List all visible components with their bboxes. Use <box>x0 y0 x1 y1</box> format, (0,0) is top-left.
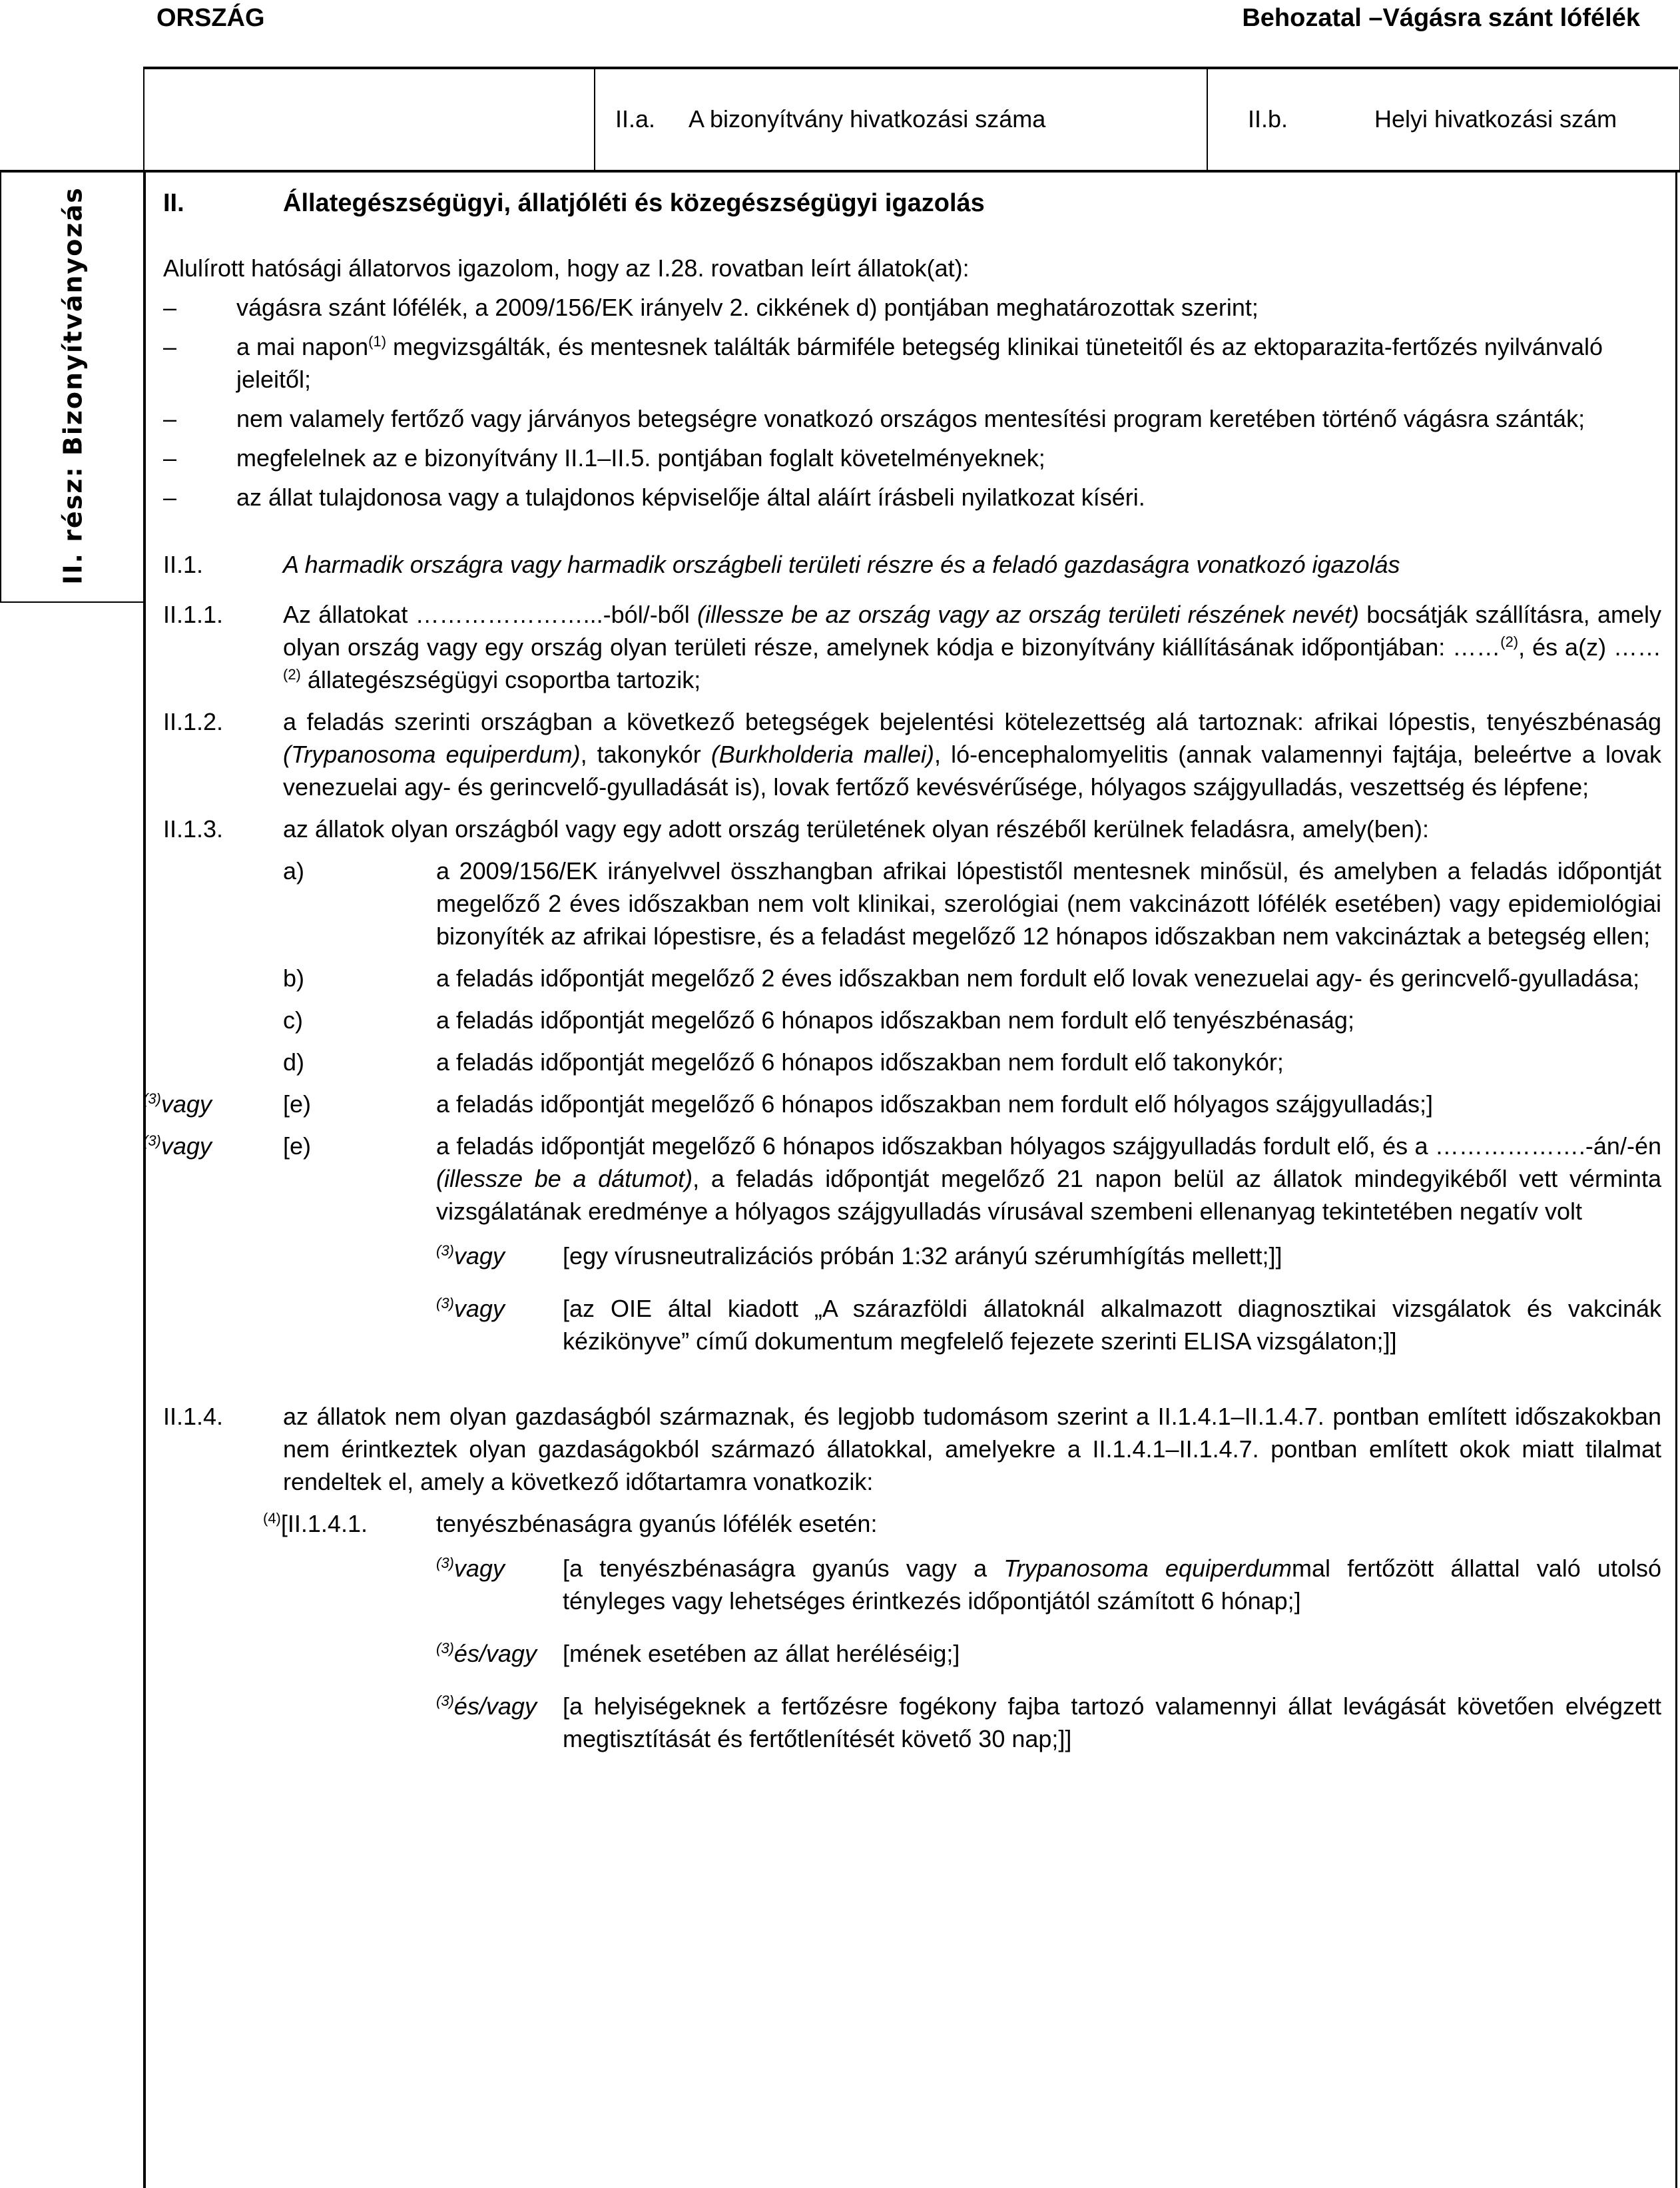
section-title: Állategészségügyi, állatjóléti és közegészségügyi igazolás <box>283 189 985 217</box>
footnote-ref: (3) <box>436 1640 454 1656</box>
frame-right-border <box>1675 170 1677 2188</box>
test-option-elisa: $^{(3)}$vagy [az OIE által kiadott „A szárazföldi állatoknál alkalmazott diagnosztikai vizsgálatok és vakcinák kézikönyve” című dokumentum megfelelő fejezete szerinti ELISA vizsgálaton;]] <box>436 1295 1661 1355</box>
document-title: Behozatal –Vágásra szánt lófélék <box>1242 4 1640 32</box>
certificate-reference-cell <box>594 69 1208 170</box>
local-reference-cell <box>1207 69 1680 170</box>
local-reference-label: Helyi hivatkozási szám <box>1374 105 1617 133</box>
footnote-ref: (1) <box>368 333 387 350</box>
period-option-suspect-contact: $^{(3)}$vagy [a tenyészbénaságra gyanús vagy a Trypanosoma equiperdummal fertőzött állattal való utolsó tényleges vagy lehetséges érintkezés időpontjától számított 6 hónap;] <box>436 1555 1661 1615</box>
local-reference-number: II.b. <box>1248 105 1288 133</box>
attestation-bullet: – megfelelnek az e bizonyítvány II.1–II.5. pontjában foglalt követelményeknek; <box>163 442 1661 474</box>
certificate-reference-number: II.a. <box>615 105 656 133</box>
sub-item-b: b) a feladás időpontját megelőző 2 éves időszakban nem fordult elő lovak venezuelai agy- és gerincvelő-gyulladása; <box>283 964 1640 992</box>
dash-marker: – <box>163 333 177 360</box>
dash-marker: – <box>163 294 177 321</box>
attestation-bullet: – az állat tulajdonosa vagy a tulajdonos képviselője által aláírt írásbeli nyilatkozat kíséri. <box>163 481 1661 514</box>
part-side-box <box>0 170 144 603</box>
footnote-ref: (2) <box>283 666 301 683</box>
section-heading <box>163 186 1661 220</box>
part-side-label: II. rész: Bizonyítványozás <box>58 186 87 585</box>
sub-item-e-option-2: $^{(3)}$vagy [e) a feladás időpontját megelőző 6 hónapos időszakban hólyagos szájgyulladás fordult elő, és a ……………….-án/-én (illessze be a dátumot), a feladás időpontját megelőző 21 napon belül az állatok mindegyikéből vett vérminta vizsgálatának eredménye a hólyagos szájgyulladás vírusával szembeni ellenanyag tekintetében negatív volt <box>143 1132 1661 1225</box>
dash-marker: – <box>163 405 177 432</box>
sub-item-a: a) a 2009/156/EK irányelvvel összhangban afrikai lópestistől mentesnek minősül, és amelyben a feladás időpontját megelőző 2 éves időszakban nem volt klinikai, szerológiai (nem vakcinázott lófélék esetében) vagy epidemiológiai bizonyíték az afrikai lópestisre, és a feladást megelőző 12 hónapos időszakban nem vakcináztak a betegség ellen; <box>283 857 1661 950</box>
dash-marker: – <box>163 484 177 511</box>
item-ii-1-1: II.1.1. Az állatokat …………………...-ból/-ből (illessze be az ország vagy az ország területi részének nevét) bocsátják szállításra, amely olyan ország vagy egy ország olyan területi része, amelynek kódja e bizonyítvány kiállításának időpontjában: ……$^{(2)}$, és a(z) ……$^{(2)}$ állategészségügyi csoportba tartozik; <box>163 601 1662 693</box>
section-number: II. <box>163 189 184 217</box>
item-ii-1: II.1. A harmadik országra vagy harmadik országbeli területi részre és a feladó gazdaságra vonatkozó igazolás <box>163 551 1400 578</box>
footnote-ref: (3) <box>436 1692 454 1709</box>
item-ii-1-2: II.1.2. a feladás szerinti országban a következő betegségek bejelentési kötelezettség alá tartoznak: afrikai lópestis, tenyészbénaság (Trypanosoma equiperdum), takonykór (Burkholderia mallei), ló-encephalomyelitis (annak valamennyi fajtája, beleértve a lovak venezuelai agy- és gerincvelő-gyulladását is), lovak fertőző kevésvérűsége, hólyagos szájgyulladás, veszettség és lépfene; <box>163 708 1661 801</box>
period-option-stallion-castration: $^{(3)}$és/vagy [mének esetében az állat heréléséig;] <box>436 1640 960 1667</box>
test-option-virus-neutralisation: $^{(3)}$vagy [egy vírusneutralizációs próbán 1:32 arányú szérumhígítás mellett;]] <box>436 1242 1282 1270</box>
period-option-disinfection: $^{(3)}$és/vagy [a helyiségeknek a fertőzésre fogékony fajba tartozó valamennyi állat levágását követően elvégzett megtisztítását és fertőtlenítését követő 30 nap;]] <box>436 1692 1661 1752</box>
country-header: ORSZÁG <box>156 4 265 32</box>
footnote-ref: (3) <box>436 1242 454 1259</box>
certificate-reference-label: A bizonyítvány hivatkozási száma <box>689 105 1046 133</box>
item-ii-1-3: II.1.3. az állatok olyan országból vagy egy adott ország területének olyan részéből kerülnek feladásra, amely(ben): <box>163 815 1429 843</box>
section-divider <box>0 170 1680 173</box>
sub-item-e-option-1: $^{(3)}$vagy [e) a feladás időpontját megelőző 6 hónapos időszakban nem fordult elő hólyagos szájgyulladás;] <box>143 1090 1433 1118</box>
attestation-bullet: – vágásra szánt lófélék, a 2009/156/EK irányelv 2. cikkének d) pontjában meghatározottak szerint; <box>163 291 1661 324</box>
footnote-ref: (3) <box>143 1132 161 1149</box>
attestation-bullet: – a mai napon$^{(1)}$ megvizsgálták, és mentesnek találták bármiféle betegség klinikai tüneteitől és az ektoparazita-fertőzés nyilvánvaló jeleitől; <box>163 330 1661 396</box>
reference-row <box>143 67 1678 170</box>
sub-item-c: c) a feladás időpontját megelőző 6 hónapos időszakban nem fordult elő tenyészbénaság; <box>283 1006 1354 1034</box>
attestation-bullet: – nem valamely fertőző vagy járványos betegségre vonatkozó országos mentesítési program keretében történő vágásra szánták; <box>163 402 1661 435</box>
sub-item-d: d) a feladás időpontját megelőző 6 hónapos időszakban nem fordult elő takonykór; <box>283 1048 1284 1076</box>
footnote-ref: (3) <box>436 1295 454 1311</box>
footnote-ref: (3) <box>436 1555 454 1571</box>
dash-marker: – <box>163 444 177 472</box>
certificate-body <box>143 186 1662 1755</box>
footnote-ref: (2) <box>1500 633 1519 650</box>
intro-paragraph: Alulírott hatósági állatorvos igazolom, hogy az I.28. rovatban leírt állatok(at): <box>163 254 970 282</box>
footnote-ref: (3) <box>143 1090 161 1107</box>
country-cell-blank <box>143 69 595 170</box>
item-ii-1-4: II.1.4. az állatok nem olyan gazdaságból származnak, és legjobb tudomásom szerint a II.1.4.1–II.1.4.7. pontban említett időszakokban nem érintkeztek olyan gazdaságokból származó állatokkal, amelyekre a II.1.4.1–II.1.4.7. pontban említett okok miatt tilalmat rendeltek el, amely a következő időtartamra vonatkozik: <box>163 1403 1661 1495</box>
footnote-ref: (4) <box>263 1510 281 1527</box>
item-ii-1-4-1: $^{(4)}$[II.1.4.1. tenyészbénaságra gyanús lófélék esetén: <box>263 1510 878 1537</box>
